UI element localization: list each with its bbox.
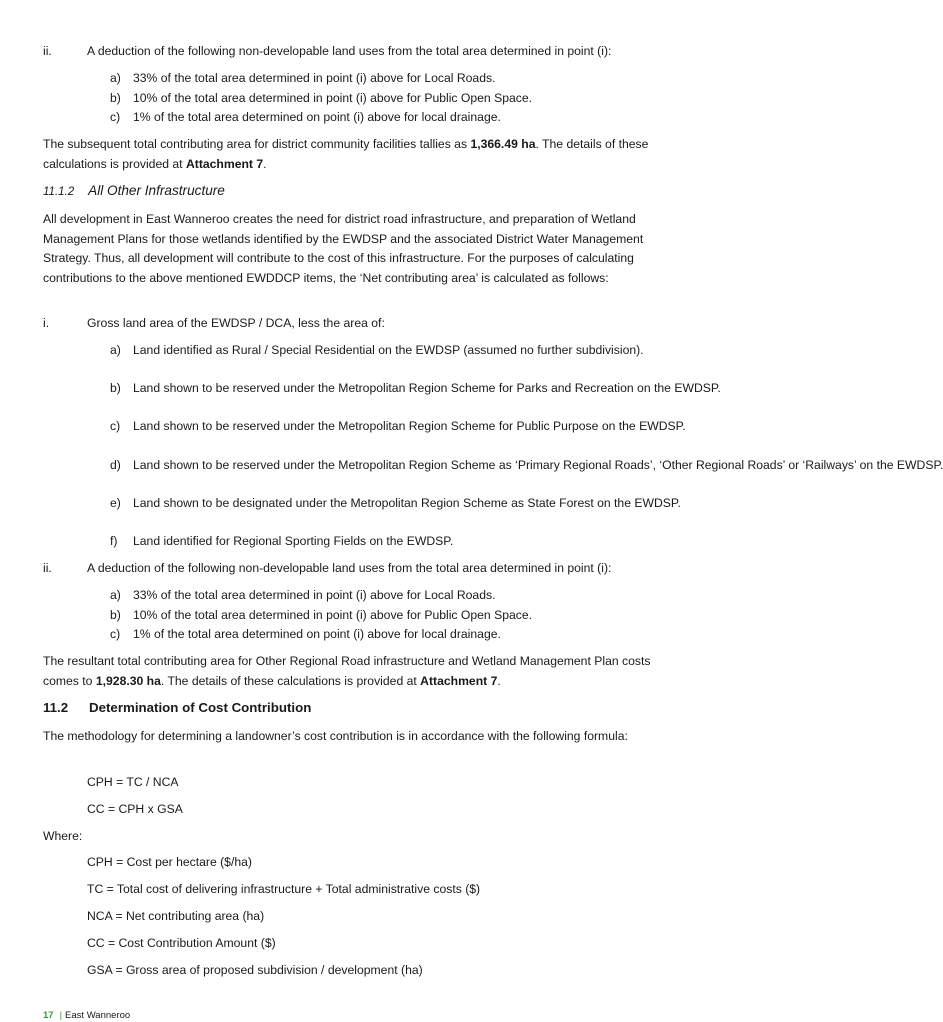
formula-cph: CPH = TC / NCA xyxy=(87,775,179,789)
section-title: All Other Infrastructure xyxy=(88,183,225,198)
attachment-ref: Attachment 7 xyxy=(185,156,264,171)
sub-text: 1% of the total area determined on point (i) above for local drainage. xyxy=(133,627,501,641)
footer-title: East Wanneroo xyxy=(65,1010,131,1021)
sub-letter: b) xyxy=(110,90,121,105)
list-text: Gross land area of the EWDSP / DCA, less the area of: xyxy=(87,316,385,330)
area-value: 1,366.49 ha xyxy=(470,137,536,151)
sub-letter: b) xyxy=(110,607,121,622)
sub-letter: c) xyxy=(110,110,121,124)
definition-gsa: GSA = Gross area of proposed subdivision / development (ha) xyxy=(87,963,423,977)
formula-cc: CC = CPH x GSA xyxy=(87,802,183,816)
sub-text: 1% of the total area determined on point (i) above for local drainage. xyxy=(133,110,501,124)
paragraph-community-area: The subsequent total contributing area for district community facilities tallies as 1,366.49 ha. The details of these calculations is provided at Attachment 7. xyxy=(43,137,649,171)
section-heading-11-2 xyxy=(43,698,311,718)
list-number: i. xyxy=(43,316,50,330)
definition-nca: NCA = Net contributing area (ha) xyxy=(87,909,265,923)
sub-letter: c) xyxy=(110,419,121,433)
sub-letter: a) xyxy=(110,588,121,602)
where-label: Where: xyxy=(43,829,83,843)
sub-text: 33% of the total area determined in point (i) above for Local Roads. xyxy=(133,71,496,85)
page-number: 17 xyxy=(43,1010,54,1021)
list-text: A deduction of the following non-developable land uses from the total area determined in point (i): xyxy=(87,561,612,575)
sub-text: Land identified for Regional Sporting Fields on the EWDSP. xyxy=(133,534,454,548)
definition-cph: CPH = Cost per hectare ($/ha) xyxy=(87,855,252,869)
area-value: 1,928.30 ha xyxy=(95,673,161,688)
sub-text: 33% of the total area determined in point (i) above for Local Roads. xyxy=(133,588,496,602)
paragraph-methodology: The methodology for determining a landowner’s cost contribution is in accordance with the following formula: xyxy=(43,729,628,743)
sub-letter: c) xyxy=(110,627,121,641)
sub-text: Land shown to be reserved under the Metropolitan Region Scheme for Public Purpose on the EWDSP. xyxy=(133,419,686,433)
sub-text: Land shown to be reserved under the Metropolitan Region Scheme as ‘Primary Regional Roads’, ‘Other Regional Roads’ or ‘Railways’ on the EWDSP. xyxy=(133,458,943,472)
section-number: 11.1.2 xyxy=(43,186,75,198)
definition-tc: TC = Total cost of delivering infrastructure + Total administrative costs ($) xyxy=(87,882,481,896)
attachment-ref: Attachment 7 xyxy=(420,673,498,688)
sub-letter: d) xyxy=(110,458,121,472)
paragraph-all-development: All development in East Wanneroo creates the need for district road infrastructure, and preparation of Wetland Management Plans for those wetlands identified by the EWDSP and the associated District Water Management Strategy. Thus, all development will contribute to the cost of this infrastructure. For the purposes of calculating contributions to the above mentioned EWDDCP items, the ‘Net contributing area’ is calculated as follows: xyxy=(43,212,644,285)
list-number: ii. xyxy=(43,44,52,58)
list-text: A deduction of the following non-developable land uses from the total area determined in point (i): xyxy=(87,44,612,58)
sub-letter: b) xyxy=(110,381,121,395)
section-number: 11.2 xyxy=(43,700,69,715)
section-title: Determination of Cost Contribution xyxy=(89,700,312,715)
sub-text: 10% of the total area determined in point (i) above for Public Open Space. xyxy=(133,90,533,105)
section-heading-11-1-2 xyxy=(43,181,225,202)
sub-letter: a) xyxy=(110,343,121,357)
footer-separator: | xyxy=(59,1010,63,1021)
sub-text: Land shown to be reserved under the Metropolitan Region Scheme for Parks and Recreation on the EWDSP. xyxy=(133,381,721,395)
sub-letter: e) xyxy=(110,496,121,510)
sub-text: Land shown to be designated under the Metropolitan Region Scheme as State Forest on the EWDSP. xyxy=(133,496,681,510)
list-number: ii. xyxy=(43,561,52,575)
definition-cc: CC = Cost Contribution Amount ($) xyxy=(87,936,276,950)
sub-text: Land identified as Rural / Special Residential on the EWDSP (assumed no further subdivision). xyxy=(133,343,644,357)
sub-text: 10% of the total area determined in point (i) above for Public Open Space. xyxy=(133,607,533,622)
paragraph-road-area: The resultant total contributing area for Other Regional Road infrastructure and Wetland Management Plan costs comes to 1,928.30 ha. The details of these calculations is provided at Attachment 7. xyxy=(43,654,651,688)
sub-letter: f) xyxy=(110,534,118,548)
page-footer xyxy=(43,1010,130,1022)
sub-letter: a) xyxy=(110,71,121,85)
